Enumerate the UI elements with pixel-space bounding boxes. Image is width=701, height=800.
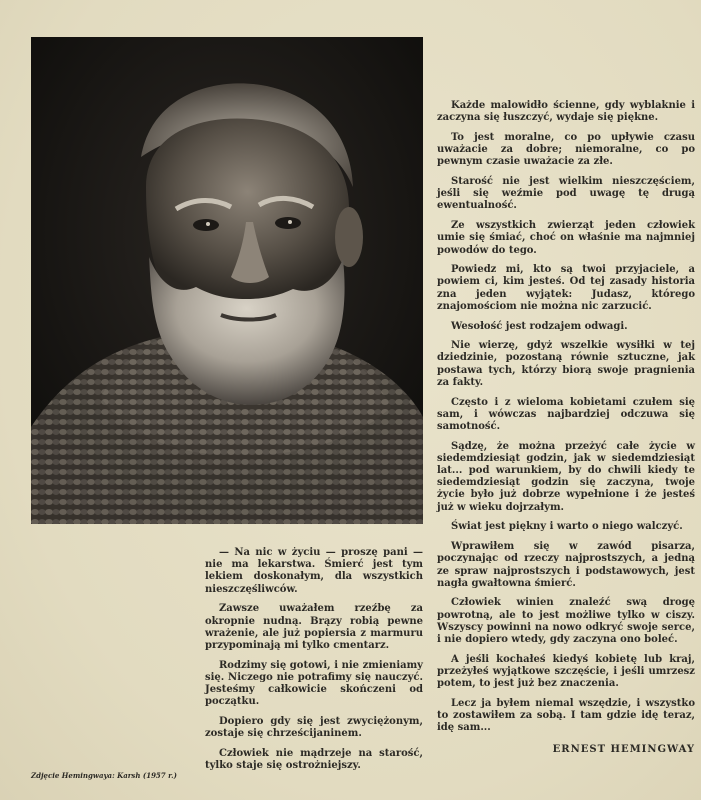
- quote-paragraph: — Na nic w życiu — proszę pani — nie ma lekarstwa. Śmierć jest tym lekiem doskonałym, dla wszystkich nieszczęśliwców.: [205, 547, 423, 595]
- quote-paragraph: A jeśli kochałeś kiedyś kobietę lub kraj, przeżyłeś wyjątkowe szczęście, i jeśli umrzesz potem, to jest już bez znaczenia.: [437, 653, 695, 690]
- quote-paragraph: Powiedz mi, kto są twoi przyjaciele, a powiem ci, kim jesteś. Od tej zasady historia zna jeden wyjątek: Judasz, którego znajomościom nie można nic zarzucić.: [437, 264, 695, 312]
- quote-paragraph: Człowiek nie mądrzeje na starość, tylko staje się ostrożniejszy.: [205, 747, 423, 772]
- quotes-right-column: [437, 100, 695, 757]
- quote-paragraph: Lecz ja byłem niemal wszędzie, i wszystko to zostawiłem za sobą. I tam gdzie idę teraz, idę sam...: [437, 697, 695, 734]
- quote-paragraph: Ze wszystkich zwierząt jeden człowiek umie się śmiać, choć on właśnie ma najmniej powodów do tego.: [437, 220, 695, 256]
- author-signature: ERNEST HEMINGWAY: [552, 744, 695, 756]
- portrait-image: [31, 37, 423, 524]
- quote-paragraph: Nie wierzę, gdyż wszelkie wysiłki w tej dziedzinie, pozostaną równie sztuczne, jak postawa tych, którzy biorą swoje pragnienia za fakty.: [437, 340, 695, 388]
- quotes-left-column: [205, 547, 423, 780]
- quote-paragraph: Świat jest piękny i warto o niego walczyć.: [451, 521, 683, 533]
- quote-paragraph: To jest moralne, co po upływie czasu uważacie za dobre; niemoralne, co po pewnym czasie uważacie za złe.: [437, 131, 695, 168]
- quote-paragraph: Wprawiłem się w zawód pisarza, poczynając od rzeczy najprostszych, a jedną ze spraw najprostszych i podstawowych, jest nagła gwałtowna śmierć.: [437, 541, 695, 589]
- quote-paragraph: Dopiero gdy się jest zwyciężonym, zostaje się chrześcijaninem.: [205, 715, 423, 740]
- quote-paragraph: Często i z wieloma kobietami czułem się sam, i wówczas najbardziej odczuwa się samotność.: [437, 396, 695, 432]
- hemingway-portrait-photo: [31, 37, 423, 524]
- quote-paragraph: Rodzimy się gotowi, i nie zmieniamy się. Niczego nie potrafimy się nauczyć. Jesteśmy całkowicie skończeni od początku.: [205, 659, 423, 708]
- quote-paragraph: Każde malowidło ścienne, gdy wyblaknie i zaczyna się łuszczyć, wydaje się piękne.: [437, 100, 695, 124]
- quote-paragraph: Człowiek winien znaleźć swą drogę powrotną, ale to jest możliwe tylko w ciszy. Wszyscy powinni na nowo odkryć swoje serce, i nie dopiero wtedy, gdy zaczyna ono boleć.: [437, 597, 695, 646]
- quote-paragraph: Wesołość jest rodzajem odwagi.: [451, 320, 628, 332]
- quote-paragraph: Zawsze uważałem rzeźbę za okropnie nudną. Brązy robią pewne wrażenie, ale już popiersia z marmuru przypominają mi tylko cmentarz.: [205, 603, 423, 651]
- quote-paragraph: Starość nie jest wielkim nieszczęściem, jeśli się weźmie pod uwagę tę drugą ewentualność.: [437, 176, 695, 212]
- photo-caption: Zdjęcie Hemingwaya: Karsh (1957 r.): [31, 771, 177, 780]
- quote-paragraph: Sądzę, że można przeżyć całe życie w siedemdziesiąt godzin, jak w siedemdziesiąt lat... pod warunkiem, by do chwili kiedy te siedemdziesiąt godzin się zaczyna, twoje życie było już dobrze wypełnione i że jesteś już w wieku dojrzałym.: [437, 440, 695, 513]
